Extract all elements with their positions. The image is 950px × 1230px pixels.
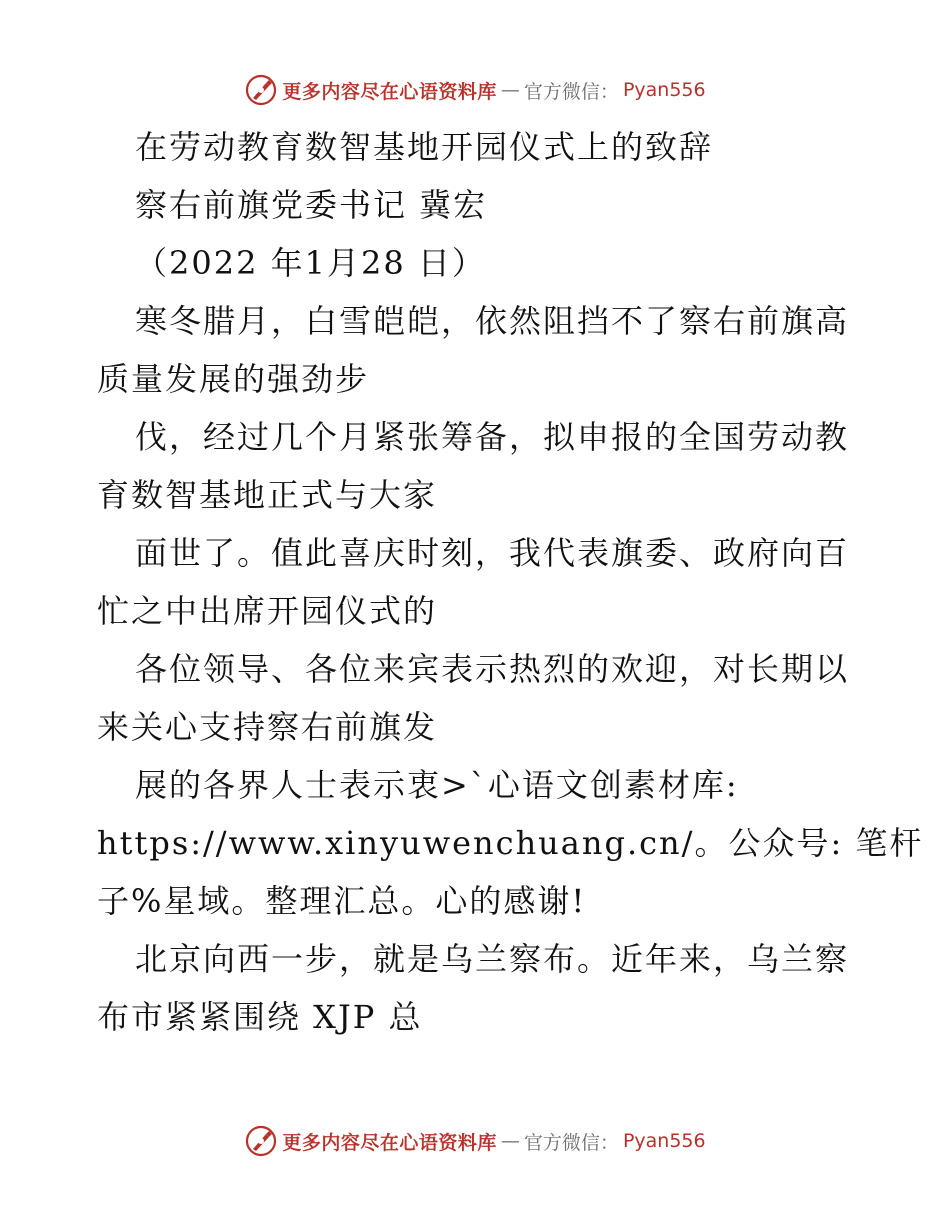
document-date: （2022 年1月28 日）: [135, 244, 486, 282]
paragraph-line: 伐，经过几个月紧张筹备，拟申报的全国劳动教: [135, 418, 850, 456]
header-banner: [0, 70, 950, 110]
paragraph-line: 寒冬腊月，白雪皑皑，依然阻挡不了察右前旗高: [135, 302, 850, 340]
header-banner-contact-id: Pyan556: [622, 79, 706, 101]
paragraph-line: 质量发展的强劲步: [97, 360, 370, 398]
document-author: 察右前旗党委书记 冀宏: [135, 186, 488, 224]
paragraph-line: 育数智基地正式与大家: [97, 476, 438, 514]
pen-logo-icon: [244, 73, 278, 107]
paragraph-line: 来关心支持察右前旗发: [97, 708, 438, 746]
footer-banner-separator: —: [500, 1130, 520, 1152]
document-title: 在劳动教育数智基地开园仪式上的致辞: [135, 128, 714, 166]
paragraph-line: 布市紧紧围绕 XJP 总: [97, 998, 423, 1036]
paragraph-line: 北京向西一步，就是乌兰察布。近年来，乌兰察: [135, 940, 850, 978]
header-banner-inner: [244, 73, 705, 107]
footer-banner-text: 更多内容尽在心语资料库: [282, 1131, 497, 1154]
footer-banner-contact-id: Pyan556: [622, 1130, 706, 1152]
header-banner-text: 更多内容尽在心语资料库: [282, 80, 497, 103]
header-banner-contact-label: 官方微信：: [523, 80, 619, 103]
document-body: [97, 118, 924, 1046]
header-banner-separator: —: [500, 79, 520, 101]
paragraph-line: 面世了。值此喜庆时刻，我代表旗委、政府向百: [135, 534, 850, 572]
paragraph-line-url: https://www.xinyuwenchuang.cn/。公众号: 笔杆: [97, 824, 924, 862]
paragraph-line: 各位领导、各位来宾表示热烈的欢迎，对长期以: [135, 650, 850, 688]
footer-banner-inner: [244, 1124, 705, 1158]
footer-banner: [0, 1121, 950, 1161]
paragraph-line: 子%星域。整理汇总。心的感谢!: [97, 882, 587, 920]
paragraph-line: 展的各界人士表示衷>`心语文创素材库:: [135, 766, 739, 804]
pen-logo-icon: [244, 1124, 278, 1158]
footer-banner-contact-label: 官方微信：: [523, 1131, 619, 1154]
paragraph-line: 忙之中出席开园仪式的: [97, 592, 438, 630]
